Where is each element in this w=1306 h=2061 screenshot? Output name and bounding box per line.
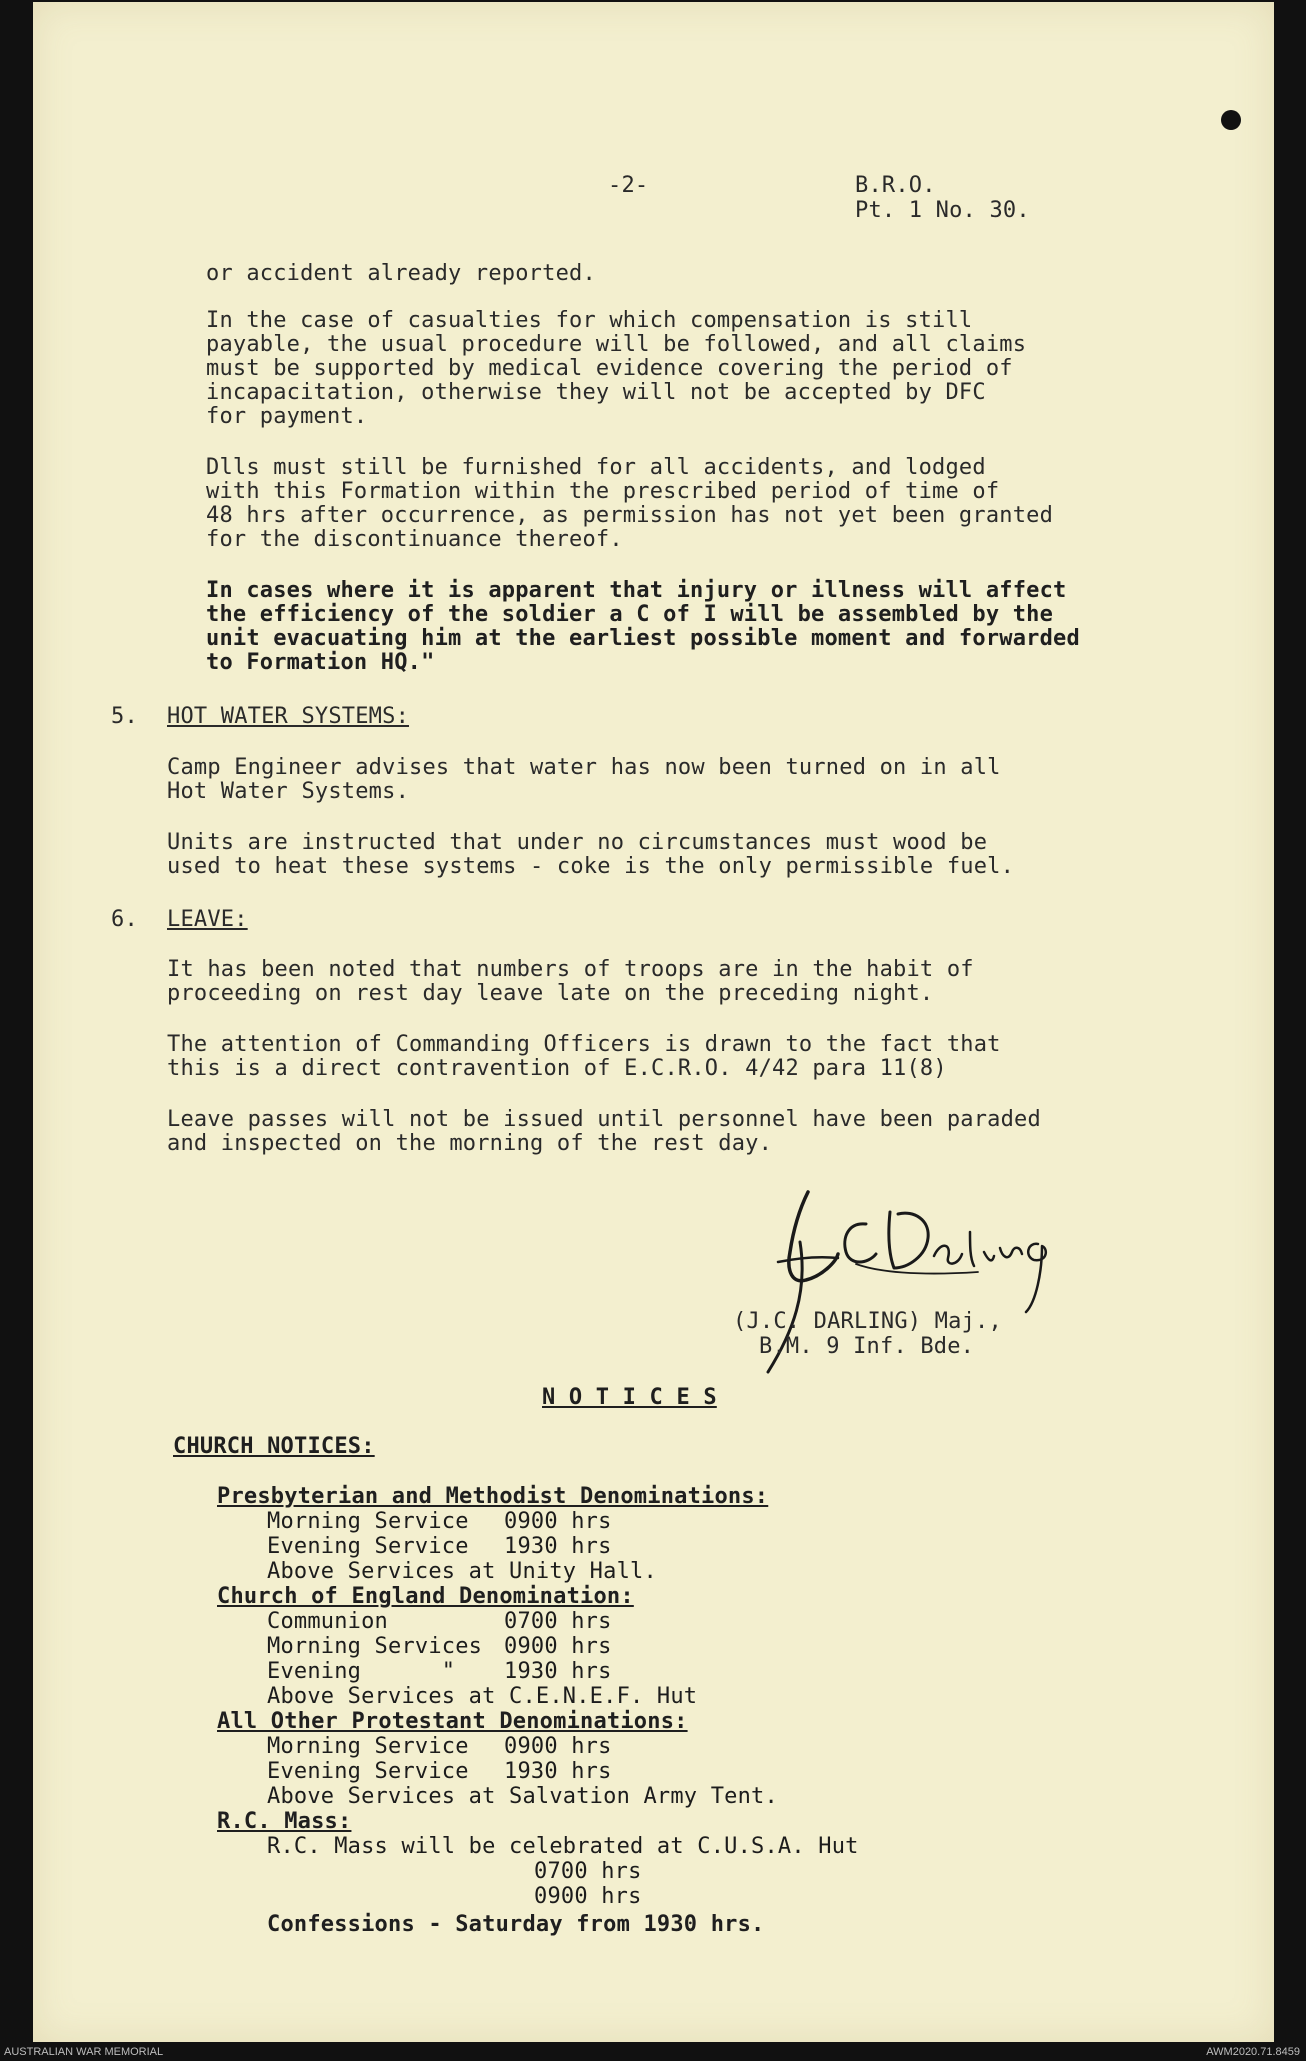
denomination-heading: Church of England Denomination: [217,1584,634,1609]
service-time: 1930 hrs [504,1759,612,1784]
text-line: proceeding on rest day leave late on the preceding night. [167,981,934,1006]
text-line: for payment. [206,404,368,429]
text-line: 48 hrs after occurrence, as permission has not yet been granted [206,503,1054,528]
text-line: incapacitation, otherwise they will not be accepted by DFC [206,380,986,405]
service-label: Communion [267,1609,389,1634]
section-6-heading: LEAVE: [167,907,248,932]
text-line: to Formation HQ." [206,650,435,675]
service-label: Morning Service [267,1509,469,1534]
text-line: The attention of Commanding Officers is drawn to the fact that [167,1032,1001,1057]
service-label: Evening Service [267,1534,469,1559]
document-page [33,2,1274,2042]
denomination-heading: All Other Protestant Denominations: [217,1709,688,1734]
text-line: It has been noted that numbers of troops are in the habit of [167,957,974,982]
text-line: In the case of casualties for which compensation is still [206,308,973,333]
text-line: In cases where it is apparent that injury or illness will affect [206,578,1067,603]
signature-name: (J.C. DARLING) Maj., [733,1309,1002,1334]
footer-accession-number: AWM2020.71.8459 [1206,2046,1300,2058]
service-time: 0900 hrs [504,1509,612,1534]
page-number: -2- [608,173,649,198]
text-line: used to heat these systems - coke is the only permissible fuel. [167,854,1015,879]
service-time: 0900 hrs [504,1734,612,1759]
section-5-number: 5. [111,704,138,729]
text-line: unit evacuating him at the earliest possible moment and forwarded [206,626,1080,651]
text-line: must be supported by medical evidence covering the period of [206,356,1013,381]
service-label: Evening " [267,1659,456,1684]
service-time: 0900 hrs [504,1634,612,1659]
service-time: 1930 hrs [504,1659,612,1684]
section-6-number: 6. [111,907,138,932]
mass-time: 0900 hrs [534,1884,642,1909]
service-location: Above Services at C.E.N.E.F. Hut [267,1684,698,1709]
text-line: for the discontinuance thereof. [206,527,623,552]
text-line: the efficiency of the soldier a C of I will be assembled by the [206,602,1054,627]
service-location: Above Services at Unity Hall. [267,1559,657,1584]
service-time: 0700 hrs [504,1609,612,1634]
ref-line-2: Pt. 1 No. 30. [855,198,1030,223]
text-line: Camp Engineer advises that water has now been turned on in all [167,755,1001,780]
text-line: Leave passes will not be issued until personnel have been paraded [167,1107,1041,1132]
service-location: Above Services at Salvation Army Tent. [267,1784,778,1809]
service-label: Evening Service [267,1759,469,1784]
text-line: with this Formation within the prescribed period of time of [206,479,1000,504]
notices-title: N O T I C E S [542,1385,717,1410]
mass-info: R.C. Mass will be celebrated at C.U.S.A. Hut [267,1834,859,1859]
text-line: Dlls must still be furnished for all accidents, and lodged [206,455,986,480]
footer-credit: AUSTRALIAN WAR MEMORIAL [4,2046,164,2058]
text-line: and inspected on the morning of the rest day. [167,1131,773,1156]
service-label: Morning Service [267,1734,469,1759]
section-5-heading: HOT WATER SYSTEMS: [167,704,410,729]
punch-hole [1221,110,1241,130]
text-line: Units are instructed that under no circumstances must wood be [167,830,988,855]
denomination-heading: Presbyterian and Methodist Denominations: [217,1484,769,1509]
service-label: Morning Services [267,1634,483,1659]
mass-time: 0700 hrs [534,1859,642,1884]
ref-line-1: B.R.O. [855,173,936,198]
confessions-info: Confessions - Saturday from 1930 hrs. [267,1912,765,1937]
text-line: this is a direct contravention of E.C.R.O. 4/42 para 11(8) [167,1056,947,1081]
text-line: Hot Water Systems. [167,779,410,804]
text-line: payable, the usual procedure will be followed, and all claims [206,332,1027,357]
signature-title: B.M. 9 Inf. Bde. [759,1334,975,1359]
denomination-heading: R.C. Mass: [217,1809,352,1834]
church-notices-heading: CHURCH NOTICES: [173,1434,375,1459]
continuation-text: or accident already reported. [206,261,596,286]
service-time: 1930 hrs [504,1534,612,1559]
